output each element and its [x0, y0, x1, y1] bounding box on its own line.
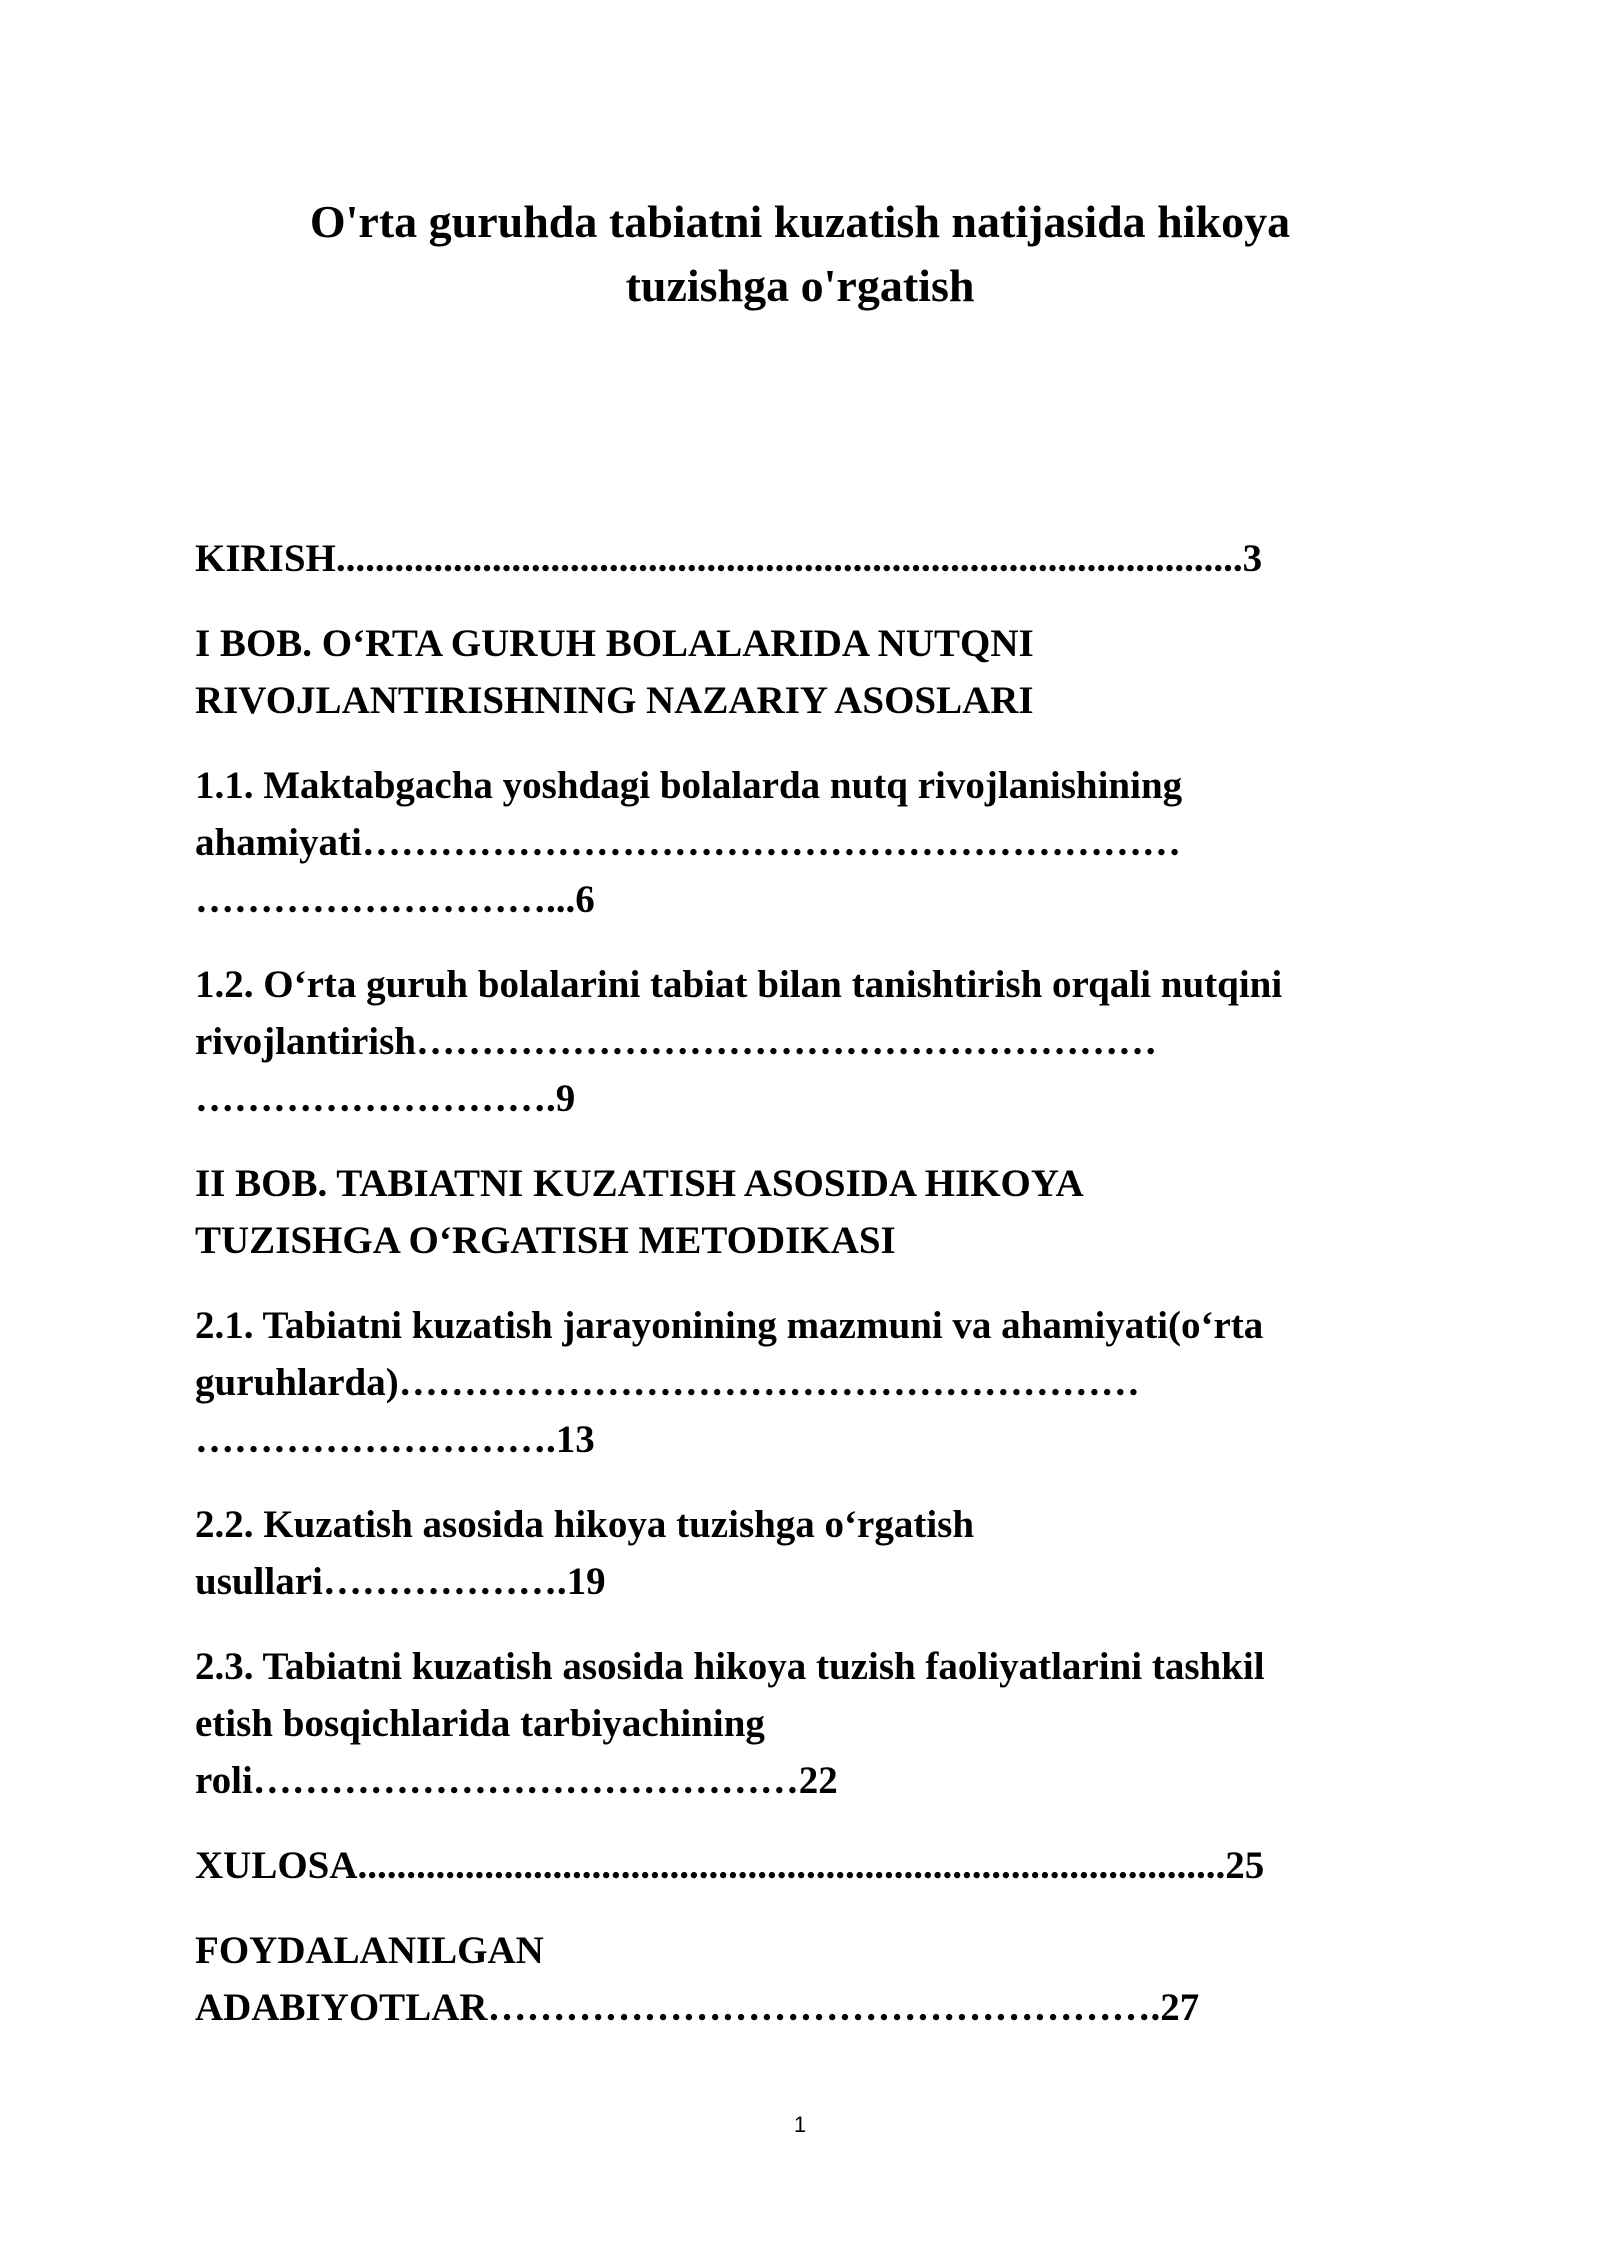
- toc-chapter-1-heading: I BOB. O‘RTA GURUH BOLALARIDA NUTQNI RIVOJLANTIRISHNING NAZARIY ASOSLARI: [195, 622, 1034, 722]
- toc-entry-adabiyotlar: FOYDALANILGAN ADABIYOTLAR…………………………………………….27: [195, 1929, 1200, 2029]
- toc-section-2-1: 2.1. Tabiatni kuzatish jarayonining mazmuni va ahamiyati(o‘rta guruhlarda)………………………………………………… ……………………….13: [195, 1304, 1264, 1461]
- toc-chapter-2-heading: II BOB. TABIATNI KUZATISH ASOSIDA HIKOYA TUZISHGA O‘RGATISH METODIKASI: [195, 1162, 1084, 1262]
- toc-section-1-2: 1.2. O‘rta guruh bolalarini tabiat bilan tanishtirish orqali nutqini rivojlantirish………………………………………………… ……………………….9: [195, 963, 1283, 1120]
- toc-section-1-1: 1.1. Maktabgacha yoshdagi bolalarda nutq rivojlanishining ahamiyati……………………………………………………… ………………………...6: [195, 764, 1183, 921]
- toc-entry-kirish: KIRISH.............................................................................................3: [195, 537, 1263, 580]
- table-of-contents: [195, 530, 1415, 2064]
- toc-section-2-2: 2.2. Kuzatish asosida hikoya tuzishga o‘rgatish usullari……………….19: [195, 1503, 975, 1603]
- toc-section-2-3: 2.3. Tabiatni kuzatish asosida hikoya tuzish faoliyatlarini tashkil etish bosqichlarida tarbiyachining roli……………………………………22: [195, 1645, 1265, 1802]
- toc-entry-xulosa: XULOSA.........................................................................................25: [195, 1844, 1265, 1887]
- document-title: O'rta guruhda tabiatni kuzatish natijasida hikoya tuzishga o'rgatish: [309, 196, 1291, 311]
- page-number: 1: [793, 2112, 807, 2137]
